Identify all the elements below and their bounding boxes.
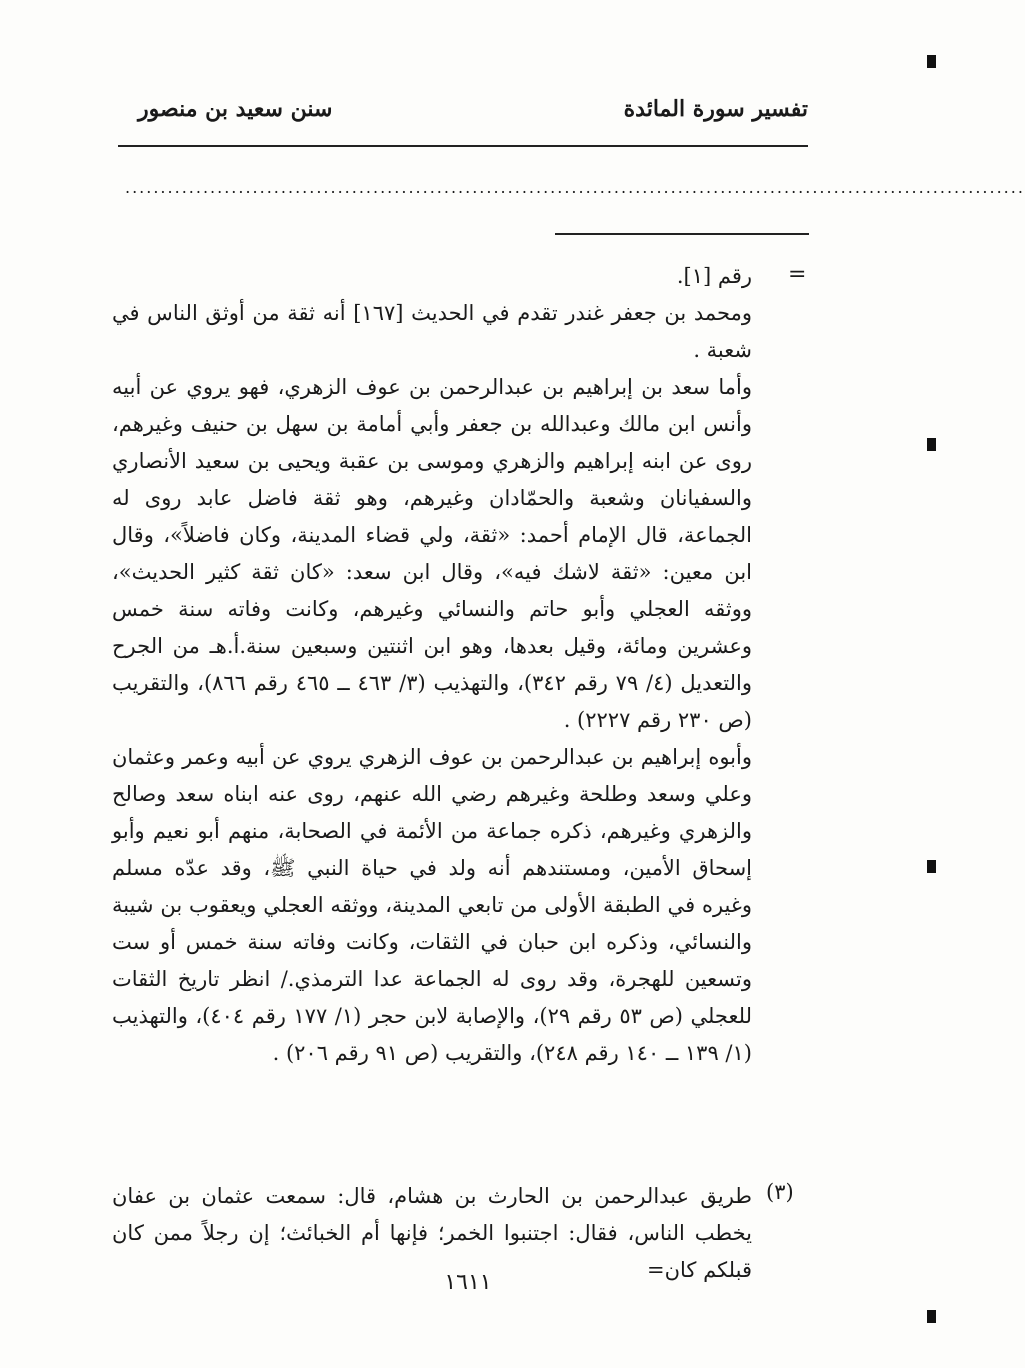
footnote-rule: [555, 233, 809, 235]
header-rule: [118, 145, 808, 147]
scan-edge-mark: [927, 860, 936, 873]
paragraph: وأبوه إبراهيم بن عبدالرحمن بن عوف الزهري يروي عن أبيه وعمر وعثمان وعلي وسعد وطلحة وغيرهم رضي الله عنهم، روى عنه ابناه سعد وصالح والزهري وغيرهم، ذكره جماعة من الأئمة في الصحابة، منهم أبو نعيم وأبو إسحاق الأمين، ومستندهم أنه ولد في حياة النبي ﷺ، وقد عدّه مسلم وغيره في الطبقة الأولى من تابعي المدينة، ووثقه العجلي ويعقوب بن شيبة والنسائي، وذكره ابن حبان في الثقات، وكانت وفاته سنة خمس أو ست وتسعين للهجرة، وقد روى له الجماعة عدا الترمذي./ انظر تاريخ الثقات للعجلي (ص ٥٣ رقم ٢٩)، والإصابة لابن حجر (١/ ١٧٧ رقم ٤٠٤)، والتهذيب (١/ ١٣٩ ــ ١٤٠ رقم ٢٤٨)، والتقريب (ص ٩١ رقم ٢٠٦) .: [112, 745, 752, 1065]
header-book-title: سنن سعيد بن منصور: [138, 96, 333, 122]
dotted-separator: ...............................................................................................................................: [125, 178, 1025, 197]
scan-edge-mark: [927, 1310, 936, 1323]
scan-edge-mark: [927, 438, 936, 451]
footnote-text: طريق عبدالرحمن بن الحارث بن هشام، قال: سمعت عثمان بن عفان يخطب الناس، فقال: اجتنبوا الخمر؛ فإنها أم الخبائث؛ إن رجلاً ممن كان قبلكم كان=: [112, 1184, 752, 1282]
paragraph: رقم [١].: [676, 264, 752, 288]
page-number: ١٦١١: [444, 1270, 492, 1295]
footnote-number: (٣): [766, 1180, 794, 1204]
continuation-mark: =: [788, 262, 807, 287]
scan-edge-mark: [927, 55, 936, 68]
paragraph: ومحمد بن جعفر غندر تقدم في الحديث [١٦٧] أنه ثقة من أوثق الناس في شعبة .: [112, 301, 752, 362]
header-surah-title: تفسير سورة المائدة: [623, 96, 808, 122]
paragraph: وأما سعد بن إبراهيم بن عبدالرحمن بن عوف الزهري، فهو يروي عن أبيه وأنس ابن مالك وعبدالله بن جعفر وأبي أمامة بن سهل بن حنيف وغيرهم، روى عن ابنه إبراهيم والزهري وموسى بن عقبة ويحيى بن سعيد الأنصاري والسفيانان وشعبة والحمّادان وغيرهم، وهو ثقة فاضل عابد روى له الجماعة، قال الإمام أحمد: «ثقة، ولي قضاء المدينة، وكان فاضلاً»، وقال ابن معين: «ثقة لاشك فيه»، وقال ابن سعد: «كان ثقة كثير الحديث»، ووثقه العجلي وأبو حاتم والنسائي وغيرهم، وكانت وفاته سنة خمس وعشرين ومائة، وقيل بعدها، وهو ابن اثنتين وسبعين سنة.أ.هـ من الجرح والتعديل (٤/ ٧٩ رقم ٣٤٢)، والتهذيب (٣/ ٤٦٣ ــ ٤٦٥ رقم ٨٦٦)، والتقريب (ص ٢٣٠ رقم ٢٢٢٧) .: [112, 375, 753, 732]
footnote-body: [112, 258, 752, 1072]
